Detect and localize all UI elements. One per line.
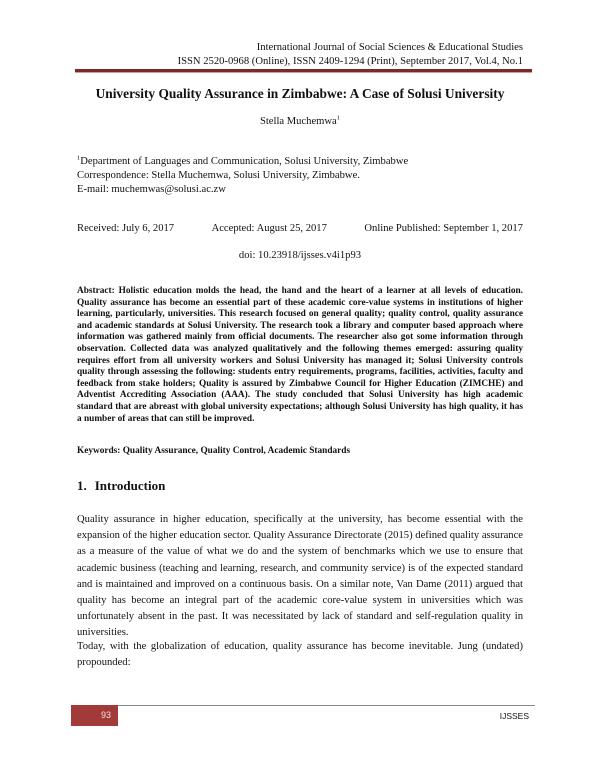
journal-abbreviation: IJSSES — [499, 711, 529, 721]
paragraph: Today, with the globalization of education, quality assurance has become inevitable. Jung (undated) propounded: — [77, 641, 523, 669]
affiliation — [77, 156, 408, 167]
footer-rule — [118, 705, 535, 706]
page-number: 93 — [71, 705, 118, 726]
accepted-date: Accepted: August 25, 2017 — [211, 223, 327, 234]
email[interactable]: E-mail: muchemwas@solusi.ac.zw — [77, 184, 226, 195]
correspondence: Correspondence: Stella Muchemwa, Solusi University, Zimbabwe. — [77, 170, 360, 181]
paper-title: University Quality Assurance in Zimbabwe: A Case of Solusi University — [95, 86, 505, 101]
dates-row — [77, 223, 523, 234]
section-number: 1. — [77, 478, 87, 493]
journal-issn: ISSN 2520-0968 (Online), ISSN 2409-1294 (Print), September 2017, Vol.4, No.1 — [177, 56, 523, 67]
author-sup: 1 — [336, 114, 341, 122]
paragraph: Quality assurance in higher education, specifically at the university, has become essential with the expansion of the higher education sector. Quality Assurance Directorate (2015) defined quality assurance as a measure of the value of what we do and the system of benchmarks which we use to ensure that academic business (teaching and learning, research, and community service) is of the expected standard and is maintained and improved on a continuous basis. On a similar note, Van Dame (2011) argued that quality has become an integral part of the academic core-value system in universities which was unfortunately absent in the past. It was necessitated by lack of standard and self-regulation quality in universities. — [77, 514, 523, 639]
header-rule — [75, 69, 532, 73]
section-title: Introduction — [94, 478, 166, 493]
section-heading — [77, 478, 165, 494]
author — [0, 116, 600, 127]
affiliation-department: Department of Languages and Communication, Solusi University, Zimbabwe — [80, 156, 409, 167]
affiliation-sup: 1 — [77, 154, 81, 162]
keywords: Keywords: Quality Assurance, Quality Control, Academic Standards — [77, 446, 351, 456]
published-date: Online Published: September 1, 2017 — [364, 223, 523, 234]
author-name: Stella Muchemwa — [259, 116, 337, 127]
journal-name: International Journal of Social Sciences & Educational Studies — [256, 42, 523, 53]
abstract: Abstract: Holistic education molds the head, the hand and the heart of a learner at all levels of education. Quality assurance has become an essential part of these academic core-value systems in institutions of higher learning, particularly, universities. This research focused on general quality; quality control, quality assurance and academic standards at Solusi University. The research took a library and computer based approach where information was gathered mainly from official documents. The researcher also got some information through observation. Collected data was analyzed qualitatively and the following themes emerged: assuring quality requires effort from all university workers and Solusi University has managed it; Solusi University controls quality through assessing the following: students entry requirements, programs, facilities, activities, faculty and feedback from stake holders; Quality is assured by Zimbabwe Council for Higher Education (ZIMCHE) and Adventist Accrediting Association (AAA). The study concluded that Solusi University has high academic standard that are abreast with global university expectations; although Solusi University has high quality, it has a number of areas that can still be improved. — [77, 286, 523, 424]
received-date: Received: July 6, 2017 — [77, 223, 175, 234]
doi[interactable]: doi: 10.23918/ijsses.v4i1p93 — [238, 250, 362, 261]
